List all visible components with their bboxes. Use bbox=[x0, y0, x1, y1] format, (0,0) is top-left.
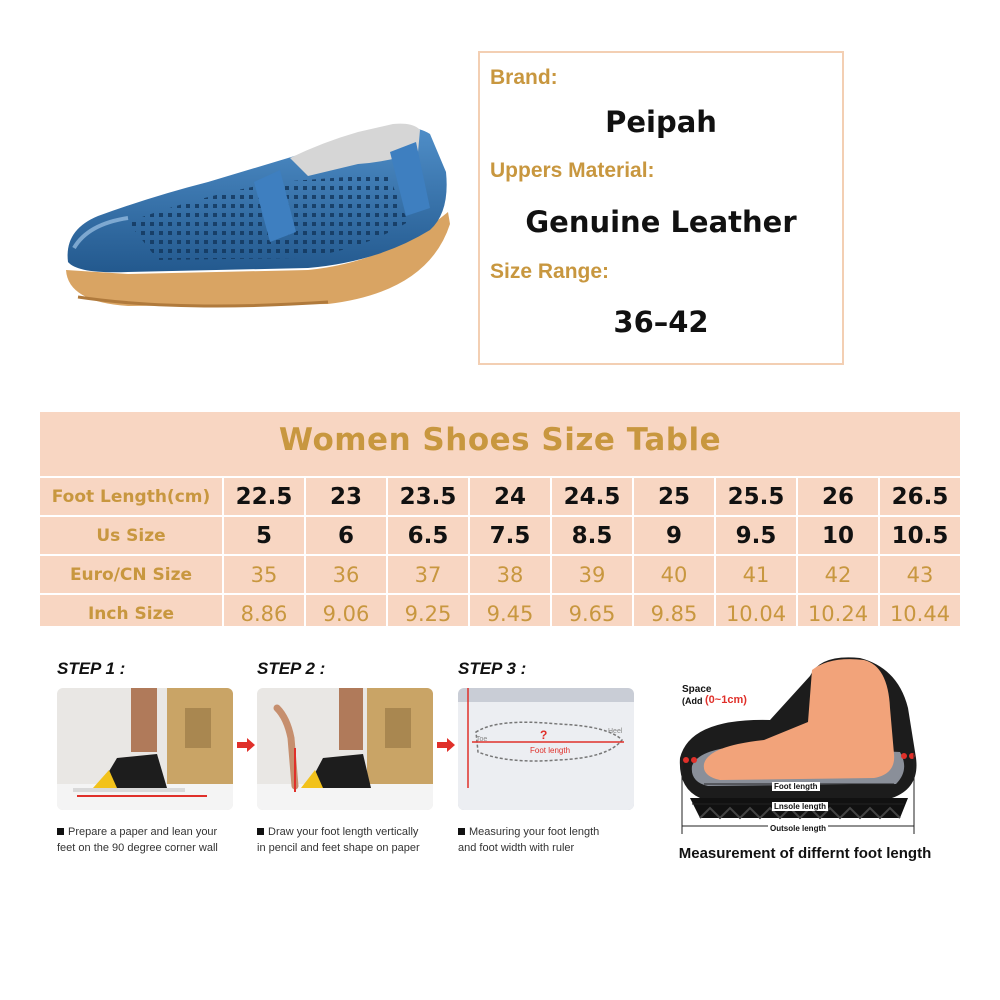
table-cell: 10 bbox=[796, 515, 878, 554]
table-cell: 39 bbox=[550, 554, 632, 593]
table-cell: 8.5 bbox=[550, 515, 632, 554]
brand-label: Brand: bbox=[490, 66, 558, 89]
insole-length-label: Lnsole length bbox=[774, 802, 826, 811]
table-cell: 10.44 bbox=[878, 593, 960, 632]
table-row-inch-size bbox=[40, 593, 960, 632]
table-row-us-size bbox=[40, 515, 960, 554]
size-table-section bbox=[40, 412, 960, 626]
table-cell: 9.85 bbox=[632, 593, 714, 632]
space-label: Space bbox=[682, 684, 712, 695]
table-cell: 35 bbox=[222, 554, 304, 593]
table-cell: 24.5 bbox=[550, 476, 632, 515]
size-range-value: 36–42 bbox=[613, 305, 709, 339]
material-value: Genuine Leather bbox=[525, 205, 797, 239]
bullet-icon bbox=[458, 828, 465, 835]
size-table-title: Women Shoes Size Table bbox=[278, 422, 722, 458]
foot-length-label: Foot length bbox=[530, 746, 571, 755]
space-range-label: (0~1cm) bbox=[705, 694, 747, 706]
foot-length-label: Foot length bbox=[774, 782, 818, 791]
table-cell: 43 bbox=[878, 554, 960, 593]
table-cell: 6.5 bbox=[386, 515, 468, 554]
outsole-length-label: Outsole length bbox=[770, 824, 826, 833]
table-cell: 6 bbox=[304, 515, 386, 554]
size-range-label: Size Range: bbox=[490, 260, 610, 283]
material-label: Uppers Material: bbox=[490, 159, 655, 182]
arrow-right-icon bbox=[437, 738, 455, 752]
table-cell: 25 bbox=[632, 476, 714, 515]
foot-diagram-caption: Measurement of differnt foot length bbox=[678, 845, 932, 862]
heel-label: Heel bbox=[608, 728, 623, 735]
table-cell: 9.06 bbox=[304, 593, 386, 632]
table-cell: 23 bbox=[304, 476, 386, 515]
table-cell: 25.5 bbox=[714, 476, 796, 515]
step-2-photo bbox=[257, 688, 433, 810]
brand-value: Peipah bbox=[605, 105, 717, 139]
table-row-euro-cn-size bbox=[40, 554, 960, 593]
table-cell: 37 bbox=[386, 554, 468, 593]
table-cell: 5 bbox=[222, 515, 304, 554]
table-cell: 10.24 bbox=[796, 593, 878, 632]
arrow-right-icon bbox=[237, 738, 255, 752]
table-cell: 26.5 bbox=[878, 476, 960, 515]
table-cell: 8.86 bbox=[222, 593, 304, 632]
table-cell: 9.65 bbox=[550, 593, 632, 632]
table-cell: 36 bbox=[304, 554, 386, 593]
table-cell: 9 bbox=[632, 515, 714, 554]
table-cell: 9.5 bbox=[714, 515, 796, 554]
shoe-product-image bbox=[58, 112, 458, 322]
toe-label: Toe bbox=[476, 736, 488, 743]
step-1-caption-line2: feet on the 90 degree corner wall bbox=[57, 842, 218, 854]
step-1-caption bbox=[57, 824, 257, 856]
table-cell: 7.5 bbox=[468, 515, 550, 554]
row-header: Us Size bbox=[40, 515, 222, 554]
step-1-photo bbox=[57, 688, 233, 810]
step-2-title: STEP 2 : bbox=[257, 659, 326, 678]
step-2-caption-line1: Draw your foot length vertically bbox=[268, 826, 419, 838]
table-cell: 23.5 bbox=[386, 476, 468, 515]
table-row-foot-length bbox=[40, 476, 960, 515]
table-cell: 38 bbox=[468, 554, 550, 593]
table-cell: 10.04 bbox=[714, 593, 796, 632]
table-cell: 22.5 bbox=[222, 476, 304, 515]
size-table bbox=[40, 476, 960, 632]
step-3-title: STEP 3 : bbox=[458, 659, 527, 678]
step-3-photo bbox=[458, 688, 634, 810]
foot-measurement-diagram bbox=[660, 648, 950, 848]
step-3-caption bbox=[458, 824, 658, 856]
table-cell: 9.45 bbox=[468, 593, 550, 632]
table-cell: 42 bbox=[796, 554, 878, 593]
bullet-icon bbox=[57, 828, 64, 835]
step-1-caption-line1: Prepare a paper and lean your bbox=[68, 826, 218, 838]
question-mark: ? bbox=[540, 728, 548, 742]
table-cell: 9.25 bbox=[386, 593, 468, 632]
table-cell: 24 bbox=[468, 476, 550, 515]
row-header: Inch Size bbox=[40, 593, 222, 632]
foot-diagram-graphic bbox=[660, 648, 950, 848]
row-header: Foot Length(cm) bbox=[40, 476, 222, 515]
bullet-icon bbox=[257, 828, 264, 835]
table-cell: 40 bbox=[632, 554, 714, 593]
step-3-caption-line1: Measuring your foot length bbox=[469, 826, 600, 838]
table-cell: 10.5 bbox=[878, 515, 960, 554]
step-2-caption-line2: in pencil and feet shape on paper bbox=[257, 842, 420, 854]
step-2-caption bbox=[257, 824, 457, 856]
step-1-title: STEP 1 : bbox=[57, 659, 126, 678]
product-info-box bbox=[478, 51, 844, 365]
step-3-caption-line2: and foot width with ruler bbox=[458, 842, 575, 854]
space-add-label: (Add bbox=[682, 696, 703, 706]
table-cell: 26 bbox=[796, 476, 878, 515]
table-cell: 41 bbox=[714, 554, 796, 593]
row-header: Euro/CN Size bbox=[40, 554, 222, 593]
